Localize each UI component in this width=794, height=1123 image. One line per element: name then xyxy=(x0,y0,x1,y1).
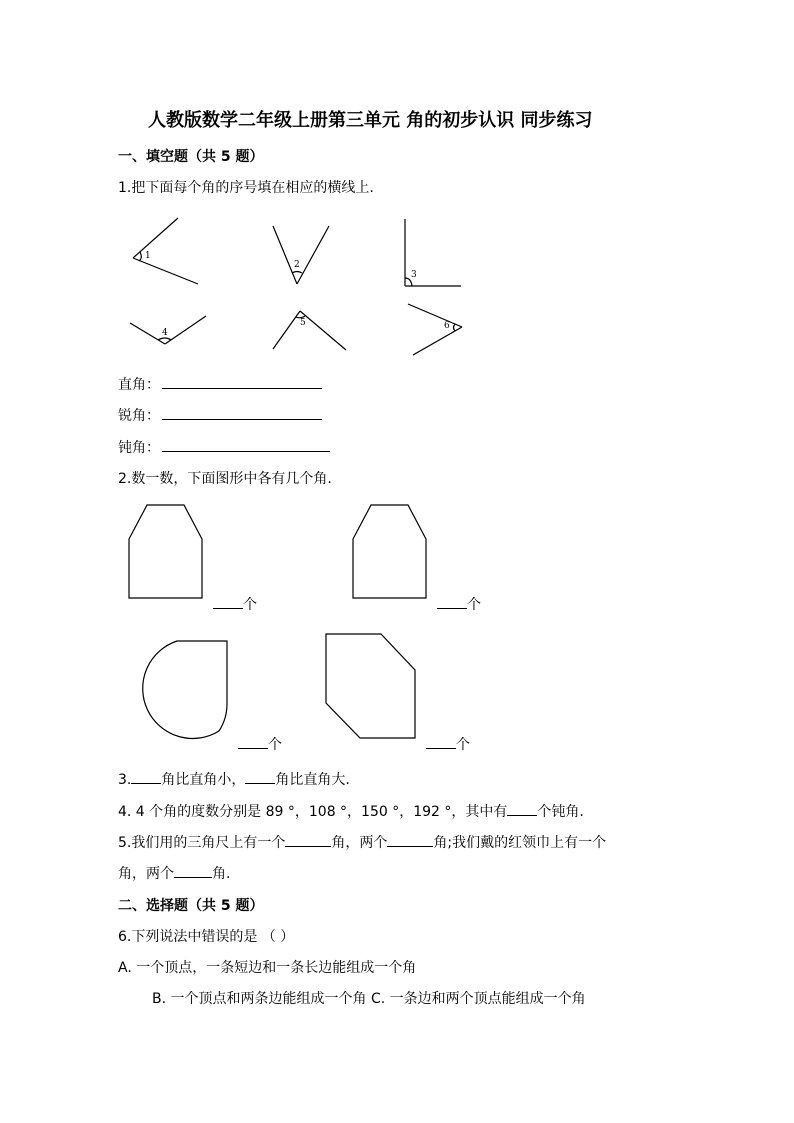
question-3-num: 3. xyxy=(118,772,132,788)
angle-6-number: 6 xyxy=(444,321,450,331)
question-6-text: 6.下列说法中错误的是 （ ） xyxy=(118,929,295,945)
section-heading-multiple-choice: 二、选择题（共 5 题） xyxy=(118,898,264,914)
label-obtuse-angle: 钝角： xyxy=(118,440,160,456)
question-3-text-2: 角比直角大. xyxy=(275,772,350,788)
question-3 xyxy=(118,769,350,789)
question-6-option-b-c[interactable]: B. 一个顶点和两条边能组成一个角 C. 一条边和两个顶点能组成一个角 xyxy=(152,991,586,1007)
shape-3-count-unit: 个 xyxy=(268,737,282,753)
question-5-text-1: 5.我们用的三角尺上有一个 xyxy=(118,835,286,851)
shape-1-pentagon-house xyxy=(129,505,202,598)
angle-5-number: 5 xyxy=(300,318,306,328)
shape-4-hexagon xyxy=(326,634,415,738)
shape-4-count-unit: 个 xyxy=(456,737,470,753)
answer-blank-obtuse-angle[interactable] xyxy=(162,437,330,452)
question-5-blank-2[interactable] xyxy=(387,832,433,847)
angle-1-arc xyxy=(139,252,141,261)
answer-row-obtuse-angle xyxy=(118,437,330,457)
question-1-text: 1.把下面每个角的序号填在相应的横线上. xyxy=(118,180,374,196)
question-5-blank-3[interactable] xyxy=(174,863,212,878)
label-right-angle: 直角： xyxy=(118,377,160,393)
angle-5-ray-b xyxy=(300,311,346,350)
question-4-text-2: 个钝角. xyxy=(537,804,584,820)
question-5-blank-1[interactable] xyxy=(285,832,331,847)
question-3-text-1: 角比直角小， xyxy=(161,772,246,788)
angle-4-ray-a xyxy=(130,323,165,344)
question-5-text-2: 角，两个 xyxy=(331,835,388,851)
shape-1-count-blank[interactable] xyxy=(213,594,243,609)
shape-3-answer xyxy=(238,734,282,754)
question-4-blank[interactable] xyxy=(507,801,537,816)
shape-2-count-blank[interactable] xyxy=(437,594,467,609)
angle-4-arc xyxy=(158,338,171,340)
angle-1-ray-a xyxy=(133,218,178,258)
angle-6-arc xyxy=(454,324,456,331)
angle-2-arc xyxy=(292,272,302,274)
question-5-text-4: 角，两个 xyxy=(118,866,174,882)
question-6-option-a[interactable]: A. 一个顶点，一条短边和一条长边能组成一个角 xyxy=(118,960,417,976)
angle-5-ray-a xyxy=(273,311,300,349)
label-acute-angle: 锐角： xyxy=(118,408,160,424)
angle-1-ray-b xyxy=(133,258,198,284)
angle-6-ray-a xyxy=(408,304,462,327)
shape-2-pentagon-house xyxy=(353,505,426,598)
shape-1-count-unit: 个 xyxy=(243,597,257,613)
shape-3-teardrop xyxy=(143,641,227,738)
answer-row-acute-angle xyxy=(118,405,322,425)
question-2-text: 2.数一数，下面图形中各有几个角. xyxy=(118,471,332,487)
shape-1-answer xyxy=(213,594,257,614)
question-5-text-3: 角;我们戴的红领巾上有一个 xyxy=(433,835,607,851)
angle-1-number: 1 xyxy=(145,251,151,261)
shape-3-count-blank[interactable] xyxy=(238,734,268,749)
shape-4-count-blank[interactable] xyxy=(426,734,456,749)
angle-3-number: 3 xyxy=(411,270,417,280)
shape-2-count-unit: 个 xyxy=(467,597,481,613)
angle-2-number: 2 xyxy=(294,260,300,270)
question-4-text-1: 4. 4 个角的度数分别是 89 °，108 °，150 °，192 °，其中有 xyxy=(118,804,508,820)
question-5-line-1 xyxy=(118,832,606,852)
section-heading-fill-in: 一、填空题（共 5 题） xyxy=(118,149,264,165)
answer-blank-acute-angle[interactable] xyxy=(162,405,322,420)
answer-row-right-angle xyxy=(118,374,322,394)
page-title: 人教版数学二年级上册第三单元 角的初步认识 同步练习 xyxy=(148,110,593,131)
shape-4-answer xyxy=(426,734,470,754)
angle-4-number: 4 xyxy=(162,328,168,338)
angle-4-ray-b xyxy=(165,316,206,344)
question-3-blank-1[interactable] xyxy=(131,769,161,784)
question-5-text-5: 角. xyxy=(212,866,231,882)
shape-2-answer xyxy=(437,594,481,614)
question-4 xyxy=(118,801,584,821)
question-5-line-2 xyxy=(118,863,230,883)
angle-2-ray-a xyxy=(273,226,297,284)
angle-2-ray-b xyxy=(297,226,329,284)
question-3-blank-2[interactable] xyxy=(245,769,275,784)
answer-blank-right-angle[interactable] xyxy=(162,374,322,389)
